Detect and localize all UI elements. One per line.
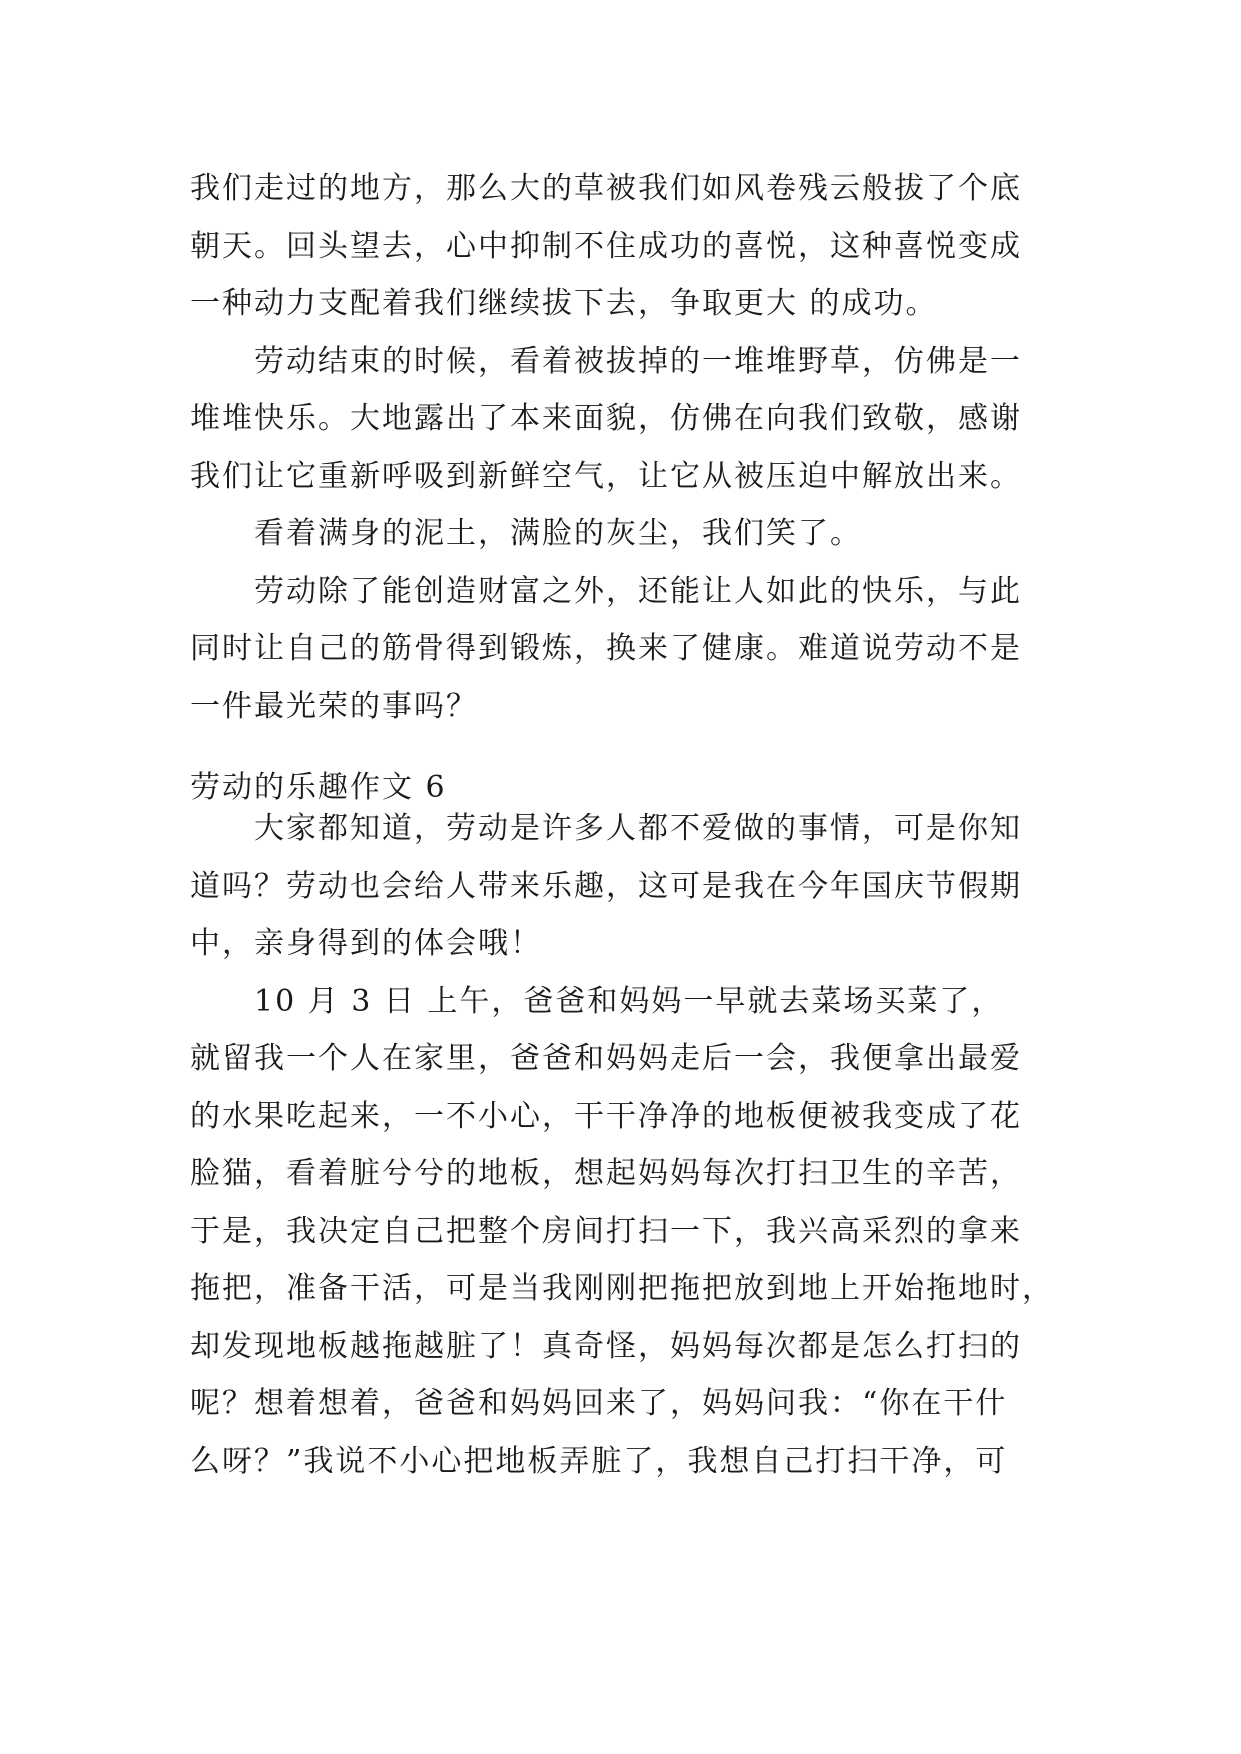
text-line: 么呀？”我说不小心把地板弄脏了，我想自己打扫干净，可 <box>190 1443 1008 1479</box>
text-line: 一件最光荣的事吗？ <box>190 688 478 724</box>
essay-body-part1 <box>190 160 1070 735</box>
text-line: 的水果吃起来，一不小心，干干净净的地板便被我变成了花 <box>190 1098 1022 1134</box>
text-line: 一种动力支配着我们继续拔下去，争取更大 的成功。 <box>190 286 938 321</box>
text-line: 中，亲身得到的体会哦！ <box>190 926 542 961</box>
text-line: 脸猫，看着脏兮兮的地板，想起妈妈每次打扫卫生的辛苦， <box>190 1156 1022 1191</box>
text-line: 呢？想着想着，爸爸和妈妈回来了，妈妈问我：“你在干什 <box>190 1386 1008 1421</box>
paragraph-start-line: 大家都知道，劳动是许多人都不爱做的事情，可是你知 <box>254 811 1022 846</box>
text-line: 朝天。回头望去，心中抑制不住成功的喜悦，这种喜悦变成 <box>190 228 1022 264</box>
text-line: 我们让它重新呼吸到新鲜空气，让它从被压迫中解放出来。 <box>190 458 1022 494</box>
text-line: 却发现地板越拖越脏了！真奇怪，妈妈每次都是怎么打扫的 <box>190 1328 1022 1364</box>
text-line: 道吗？劳动也会给人带来乐趣，这可是我在今年国庆节假期 <box>190 868 1022 904</box>
essay-body-part2 <box>190 800 1070 1490</box>
essay-heading: 劳动的乐趣作文 6 <box>190 770 447 805</box>
paragraph-start-line: 劳动结束的时候，看着被拔掉的一堆堆野草，仿佛是一 <box>254 343 1022 379</box>
text-line: 拖把，准备干活，可是当我刚刚把拖把放到地上开始拖地时， <box>190 1271 1054 1306</box>
text-line: 我们走过的地方，那么大的草被我们如风卷残云般拔了个底 <box>190 171 1022 206</box>
paragraph-start-line: 劳动除了能创造财富之外，还能让人如此的快乐，与此 <box>254 573 1022 609</box>
text-line: 堆堆快乐。大地露出了本来面貌，仿佛在向我们致敬，感谢 <box>190 401 1022 436</box>
text-line: 就留我一个人在家里，爸爸和妈妈走后一会，我便拿出最爱 <box>190 1041 1022 1076</box>
text-line: 于是，我决定自己把整个房间打扫一下，我兴高采烈的拿来 <box>190 1213 1022 1249</box>
paragraph-start-line: 看着满身的泥土，满脸的灰尘，我们笑了。 <box>254 516 862 551</box>
paragraph-start-line: 10 月 3 日 上午，爸爸和妈妈一早就去菜场买菜了， <box>254 983 1004 1019</box>
text-line: 同时让自己的筋骨得到锻炼，换来了健康。难道说劳动不是 <box>190 631 1022 666</box>
